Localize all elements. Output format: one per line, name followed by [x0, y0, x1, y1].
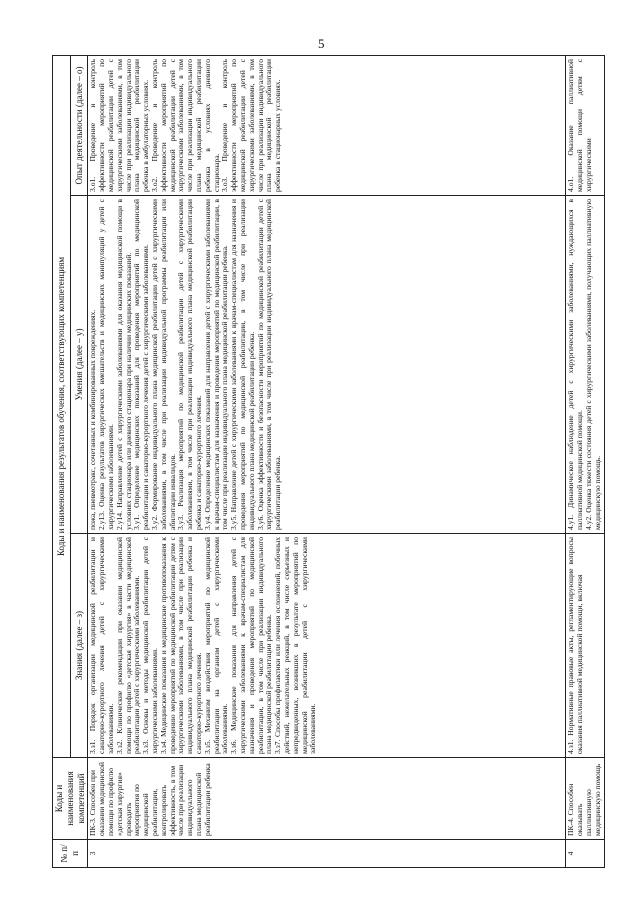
- knowledge-item: 3.з2. Клинические рекомендации при оказании медицинской помощи по профилю «детская хирургия» в части медицинской реабилитации детей с хирургическими заболеваниями.: [114, 537, 142, 754]
- header-results: Коды и наименования результатов обучения, соответствующих компетенциям: [53, 56, 71, 758]
- header-knowledge: Знания (далее – з): [70, 534, 88, 758]
- skills-cell: [88, 196, 566, 534]
- skill-item: 3.у4. Определение медицинских показаний для направления детей с хирургическими заболеваниями к врачам-специалистам для назначения и проведения мероприятий по медицинской реабилитации, в том числе при реализации индивидуального плана медицинской реабилитации ребенка.: [202, 199, 230, 530]
- knowledge-item: 4.з1. Нормативные правовые акты, регламентирующие вопросы оказания паллиативной медицинской помощи, включая: [566, 537, 585, 754]
- experience-cell: [566, 56, 604, 196]
- rotated-table-wrapper: [52, 56, 620, 868]
- header-codes: Коды и наименования компетенций: [53, 758, 88, 840]
- header-skills: Умения (далее – у): [70, 196, 88, 534]
- knowledge-cell: [88, 534, 566, 758]
- experience-item: 3.о3. Проведение и контроль эффективности мероприятий по медицинской реабилитации детей с хирургическими заболеваниями, в том числе при реализации индивидуального плана медицинской реабилитации ребенка в стационарных условиях.: [220, 59, 283, 192]
- skill-item: 3.у1. Определение медицинских показаний для проведения мероприятий по медицинской реабилитации и санаторно-курортного лечения детей с хирургическими заболеваниями.: [132, 199, 151, 530]
- knowledge-item: 3.з7. Способы профилактики или лечения осложнений, побочных действий, нежелательных реакций, в том числе серьезных и непредвиденных, возникших в результате мероприятий по медицинской реабилитации детей с хирургическими заболеваниями.: [273, 537, 318, 754]
- table-header-row-1: [53, 56, 71, 868]
- knowledge-item: 3.з1. Порядок организации медицинской реабилитации и санаторно-курортного лечения детей с хирургическими заболеваниями.: [88, 537, 115, 754]
- knowledge-item: 3.з4. Медицинские показания и медицинские противопоказания к проведению мероприятий по медицинской реабилитации детям с хирургическими заболеваниями, в том числе при реализации индивидуального плана медицинской реабилитации ребенка и санаторно-курортного лечения.: [158, 537, 203, 754]
- skill-item: 4.у1. Динамическое наблюдение детей с хирургическими заболеваниями, нуждающихся в паллиативной медицинской помощи.: [566, 199, 585, 530]
- skill-item: 3.у6. Оценка эффективности и безопасности мероприятий по медицинской реабилитации детей с хирургическими заболеваниями, в том числе при реализации индивидуального плана медицинской реабилитации ребенка.: [255, 199, 283, 530]
- skill-item: 3.у3. Реализация мероприятий по медицинской реабилитации детей с хирургическими заболеваниями, в том числе при реализации индивидуального плана медицинской реабилитации ребенка и санаторно-курортного лечения.: [176, 199, 203, 530]
- experience-cell: [88, 56, 566, 196]
- skill-item: 4.у2. Оценка тяжести состояния детей с хирургическими заболеваниями, получающих паллиативную медицинскую помощь.: [583, 199, 602, 530]
- skill-item: пожа, пневмотракс, сочетанных и комбинированных повреждениях.: [88, 309, 98, 530]
- competence-cell: ПК-4. Способен оказывать паллиативную медицинскую помощь: [566, 758, 604, 840]
- skill-item: 2.у14. Направление детей с хирургическими заболеваниями для оказания медицинской помощи в условиях стационара или дневного стационара при наличии медицинских показаний.: [114, 199, 133, 530]
- skill-item: 2.у13. Оценка результатов хирургических вмешательств и медицинских манипуляций у детей с хирургическими заболеваниями.: [97, 199, 115, 530]
- knowledge-item: 3.з6. Медицинские показания для направления детей с хирургическими заболеваниями к врачам-специалистам для назначения и проведения мероприятий по медицинской реабилитации, в том числе при реализации индивидуального плана медицинской реабилитации ребенка.: [229, 537, 274, 754]
- competence-table: [52, 55, 605, 868]
- table-header-row-2: [70, 56, 88, 868]
- table-row: [88, 56, 566, 868]
- row-number: 3: [88, 840, 566, 868]
- knowledge-item: 3.з5. Механизм воздействия мероприятий по медицинской реабилитации на организм детей с хирургическими заболеваниями.: [202, 537, 230, 754]
- skills-cell: [566, 196, 604, 534]
- knowledge-item: 3.з3. Основы и методы медицинской реабилитации детей с хирургическими заболеваниями.: [141, 537, 159, 754]
- experience-item: 3.о1. Проведение и контроль эффективности мероприятий по медицинской реабилитации детей с хирургическими заболеваниями, в том числе при реализации индивидуального плана медицинской реабилитации ребенка в амбулаторных условиях.: [88, 59, 151, 192]
- competence-cell: ПК-3. Способен при оказании медицинской помощи по профилю «детская хирургия» проводить мероприятия по медицинской реабилитации, контролировать эффективность, в том числе при реализации индивидуального плана медицинской реабилитации ребенка: [88, 758, 566, 840]
- experience-item: 4.о1. Оказание паллиативной медицинской помощи детям с хирургическими: [566, 59, 593, 192]
- table-row: [566, 56, 604, 868]
- header-experience: Опыт деятельности (далее – о): [70, 56, 88, 196]
- skill-item: 3.у2. Формирование индивидуального плана медицинской реабилитации детей с хирургическими заболеваниями, в том числе при реализации индивидуальной программы реабилитации или абилитации инвалидов.: [149, 199, 177, 530]
- knowledge-cell: [566, 534, 604, 758]
- skill-item: 3.у5. Направление детей с хирургическими заболеваниями к врачам-специалистам для назначения и проведения мероприятий по медицинской реабилитации, в том числе при реализации индивидуального плана медицинской реабилитации ребенка.: [229, 199, 256, 530]
- row-number: 4: [566, 840, 604, 868]
- page-number: 5: [318, 36, 325, 51]
- experience-item: 3.о2. Проведение и контроль эффективности мероприятий по медицинской реабилитации детей с хирургическими заболеваниями, в том числе при реализации индивидуального плана медицинской реабилитации ребенка в условиях дневного стационара.: [149, 59, 221, 192]
- header-num: № п/п: [53, 840, 88, 868]
